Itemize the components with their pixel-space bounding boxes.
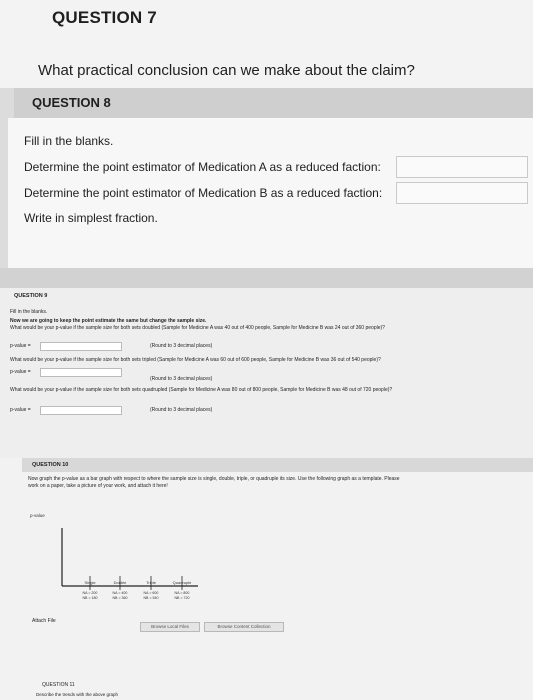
question-7-heading: QUESTION 7: [52, 8, 157, 27]
question-8-instruction: Fill in the blanks.: [24, 134, 114, 148]
question-7-panel: [0, 0, 533, 88]
question-9-panel: [0, 288, 533, 458]
quad-nb: NB = 720: [174, 596, 190, 600]
category-single: Single: [84, 580, 96, 585]
medication-a-fraction-input[interactable]: [396, 156, 528, 178]
pvalue-tripled-input[interactable]: [40, 368, 122, 377]
pvalue-doubled-input[interactable]: [40, 342, 122, 351]
question-11-heading: QUESTION 11: [42, 682, 75, 688]
question-9-fill-instruction: Fill in the blanks.: [10, 309, 48, 315]
question-9-doubled-prompt: What would be your p-value if the sample size for both sets doubled (Sample for Medicine A was 40 out of 400 people, Sample for Medicine B was 24 out of 360 people)?: [10, 325, 385, 331]
question-7-text: What practical conclusion can we make about the claim?: [38, 62, 415, 79]
single-nb: NB = 180: [82, 596, 98, 600]
question-10-heading: QUESTION 10: [32, 462, 69, 468]
question-10-panel: [0, 458, 533, 700]
section-divider: [0, 268, 533, 288]
question-8-header: [14, 88, 533, 118]
single-na: NA = 200: [82, 591, 98, 595]
medication-b-fraction-input[interactable]: [396, 182, 528, 204]
pvalue-1-label: p-value =: [10, 343, 31, 349]
question-8-medication-a-prompt: Determine the point estimator of Medication A as a reduced faction:: [24, 160, 381, 174]
round-note-1: (Round to 3 decimal places): [150, 343, 213, 349]
question-11-text: Describe the trends with the above graph: [36, 692, 119, 697]
browse-local-files-button[interactable]: Browse Local Files: [140, 622, 200, 632]
question-9-heading: QUESTION 9: [14, 293, 48, 299]
question-10-text-line1: Now graph the p-value as a bar graph with respect to where the sample size is single, double, triple, or quadruple its size. Use the following graph as a template. Please: [28, 476, 400, 482]
category-quadruple: Quadruple: [172, 580, 192, 585]
pvalue-2-label: p-value =: [10, 369, 31, 375]
question-9-quadrupled-prompt: What would be your p-value if the sample size for both sets quadrupled (Sample for Medicine A was 80 out of 800 people, Sample for Medicine B was 48 out of 720 people)?: [10, 387, 393, 393]
double-nb: NB = 360: [112, 596, 128, 600]
round-note-3: (Round to 3 decimal places): [150, 407, 213, 413]
y-axis-label: p-value: [30, 513, 45, 518]
category-double: Double: [113, 580, 127, 585]
category-triple: Triple: [146, 580, 156, 585]
attach-file-label: Attach File: [32, 618, 56, 624]
round-note-2: (Round to 3 decimal places): [150, 376, 213, 382]
double-na: NA = 400: [112, 591, 128, 595]
triple-na: NA = 600: [143, 591, 159, 595]
question-8-simplest-note: Write in simplest fraction.: [24, 211, 158, 225]
question-8-medication-b-prompt: Determine the point estimator of Medication B as a reduced faction:: [24, 186, 383, 200]
question-10-text-line2: work on a paper, take a picture of your work, and attach it here!: [28, 483, 168, 489]
question-9-intro: Now we are going to keep the point estimate the same but change the sample size.: [10, 318, 207, 324]
question-8-panel: [8, 118, 533, 268]
question-9-tripled-prompt: What would be your p-value if the sample size for both sets tripled (Sample for Medicine A was 60 out of 600 people, Sample for Medicine B was 36 out of 540 people)?: [10, 357, 381, 363]
pvalue-3-label: p-value =: [10, 407, 31, 413]
question-8-heading: QUESTION 8: [32, 95, 111, 110]
browse-content-collection-button[interactable]: Browse Content Collection: [204, 622, 284, 632]
quad-na: NA = 800: [174, 591, 190, 595]
triple-nb: NB = 540: [143, 596, 159, 600]
bar-graph-template: [0, 458, 533, 700]
pvalue-quadrupled-input[interactable]: [40, 406, 122, 415]
